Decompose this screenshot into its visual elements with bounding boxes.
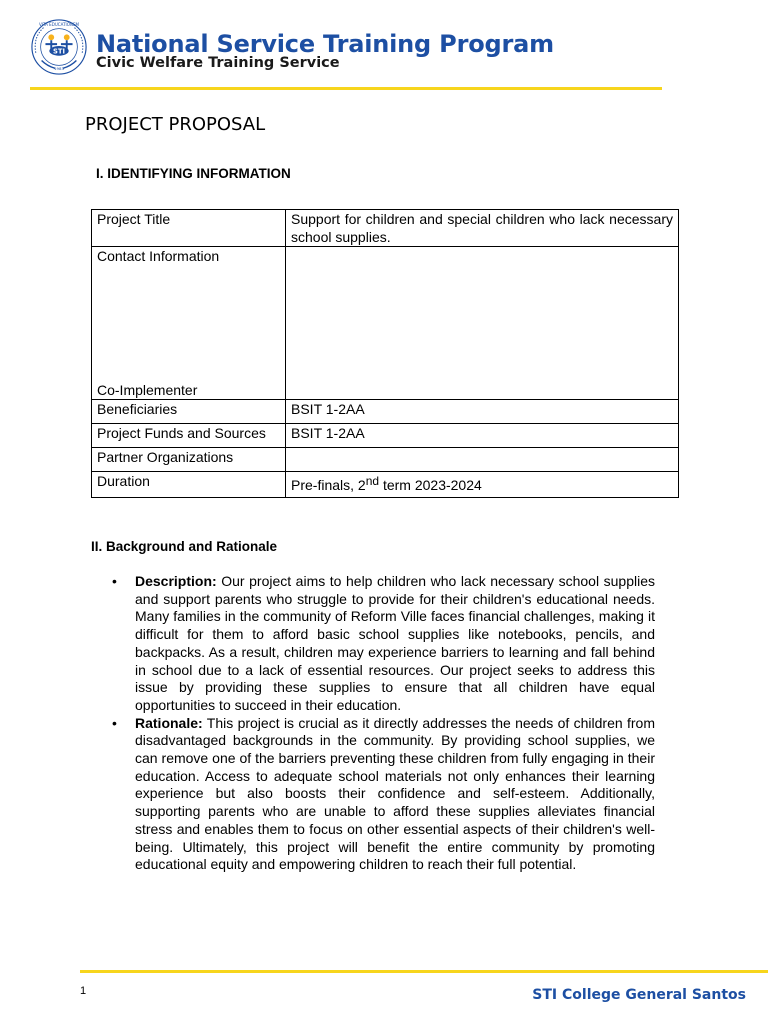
table-row [92,210,679,247]
duration-superscript: nd [365,474,380,488]
contact-info-value [286,247,679,400]
partners-label: Partner Organizations [92,448,286,472]
section-heading-identifying: I. IDENTIFYING INFORMATION [96,166,291,181]
program-subtitle: Civic Welfare Training Service [96,55,340,71]
logo-year-text: 1983 [54,66,64,72]
list-item [110,715,655,874]
bullet-icon: • [112,714,117,731]
table-row [92,448,679,472]
contact-cell [92,247,286,400]
identifying-info-table [91,209,679,498]
beneficiaries-label: Beneficiaries [92,400,286,424]
sti-logo-icon [30,18,88,76]
bullet-icon: • [112,573,117,589]
funds-label: Project Funds and Sources [92,424,286,448]
project-title-label: Project Title [92,210,286,247]
logo-ring-text: VITA EDUCATIONEM [38,22,80,28]
duration-label: Duration [92,472,286,498]
page-number: 1 [80,985,87,997]
rationale-label: Rationale: [135,714,203,731]
logo-center-text: STI [53,47,65,56]
background-bullet-list [110,573,655,874]
funds-value: BSIT 1-2AA [286,424,679,448]
duration-value [286,472,679,498]
description-text: Our project aims to help children who lack necessary school supplies and support parents who struggle to provide for their children's educational needs. Many families in the community of Reform Ville faces financial challenges, making it difficult for them to afford basic school supplies like notebooks, pencils, and backpacks. As a result, children may experience barriers to learning and fall behind in school due to a lack of essential resources. Our project seeks to address this issue by providing these supplies to ensure that all children have equal opportunities to succeed in their education. [135,573,655,713]
project-title-value: Support for children and special children who lack necessary school supplies. [286,210,679,247]
footer-divider [80,970,768,973]
rationale-text: This project is crucial as it directly addresses the needs of children from disadvantaged backgrounds in the community. By providing school supplies, we can remove one of the barriers preventing these children from fully engaging in their education. Access to adequate school materials not only enhances their learning experience but also boosts their confidence and self-esteem. Additionally, supporting parents who are unable to afford these supplies alleviates financial stress and enables them to focus on other essential aspects of their children's well-being. Ultimately, this project will benefit the entire community by promoting educational equity and empowering children to reach their full potential. [135,714,655,873]
table-row [92,424,679,448]
co-implementer-label: Co-Implementer [97,382,198,398]
header-divider [30,87,662,90]
section-heading-background: II. Background and Rationale [91,539,278,554]
table-row [92,472,679,498]
program-title: National Service Training Program [96,30,554,58]
duration-prefix: Pre-finals, 2 [291,477,366,493]
list-item [110,573,655,715]
table-row [92,247,679,400]
duration-suffix: term 2023-2024 [379,477,482,493]
contact-info-label: Contact Information [97,248,220,264]
partners-value [286,448,679,472]
beneficiaries-value: BSIT 1-2AA [286,400,679,424]
table-row [92,400,679,424]
description-label: Description: [135,573,217,589]
college-name: STI College General Santos [532,987,746,1003]
document-title: PROJECT PROPOSAL [85,114,266,135]
